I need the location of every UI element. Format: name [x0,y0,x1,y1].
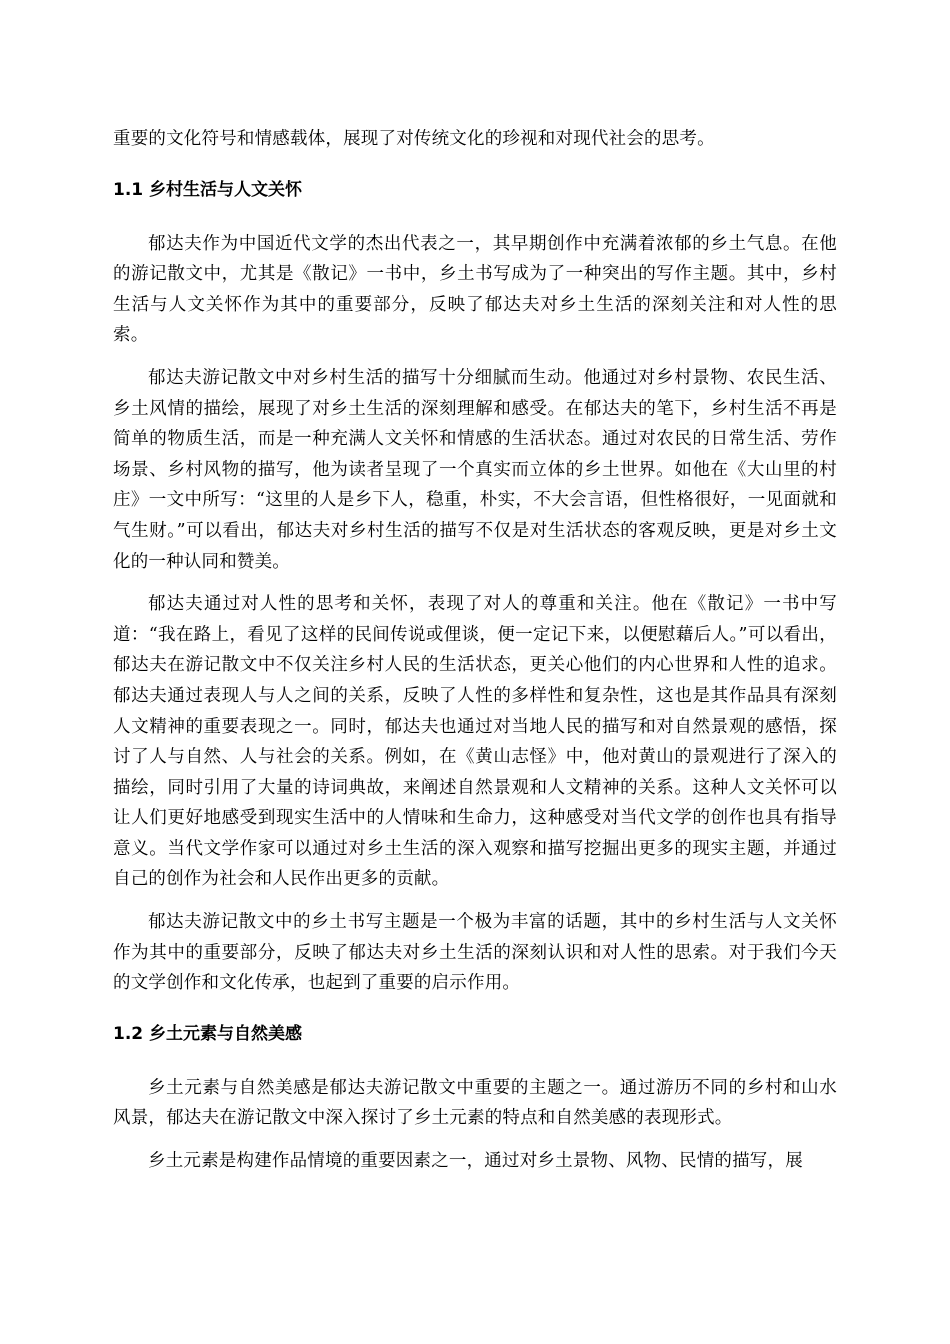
paragraph-1-1-2: 郁达夫游记散文中对乡村生活的描写十分细腻而生动。他通过对乡村景物、农民生活、乡土风情的描绘，展现了对乡土生活的深刻理解和感受。在郁达夫的笔下，乡村生活不再是简单的物质生活，而是一种充满人文关怀和情感的生活状态。通过对农民的日常生活、劳作场景、乡村风物的描写，他为读者呈现了一个真实而立体的乡土世界。如他在《大山里的村庄》一文中所写：“这里的人是乡下人，稳重，朴实，不大会言语，但性格很好，一见面就和气生财。”可以看出，郁达夫对乡村生活的描写不仅是对生活状态的客观反映，更是对乡土文化的一种认同和赞美。 [113,367,837,572]
paragraph-1-2-1: 乡土元素与自然美感是郁达夫游记散文中重要的主题之一。通过游历不同的乡村和山水风景，郁达夫在游记散文中深入探讨了乡土元素的特点和自然美感的表现形式。 [113,1077,837,1129]
paragraph-1-1-3: 郁达夫通过对人性的思考和关怀，表现了对人的尊重和关注。他在《散记》一书中写道：“我在路上，看见了这样的民间传说或俚谈，便一定记下来，以便慰藉后人。”可以看出，郁达夫在游记散文中不仅关注乡村人民的生活状态，更关心他们的内心世界和人性的追求。郁达夫通过表现人与人之间的关系，反映了人性的多样性和复杂性，这也是其作品具有深刻人文精神的重要表现之一。同时，郁达夫也通过对当地人民的描写和对自然景观的感悟，探讨了人与自然、人与社会的关系。例如，在《黄山志怪》中，他对黄山的景观进行了深入的描绘，同时引用了大量的诗词典故，来阐述自然景观和人文精神的关系。这种人文关怀可以让人们更好地感受到现实生活中的人情味和生命力，这种感受对当代文学的创作也具有指导意义。当代文学作家可以通过对乡土生活的深入观察和描写挖掘出更多的现实主题，并通过自己的创作为社会和人民作出更多的贡献。 [113,594,837,890]
section-heading-1-1: 1.1 乡村生活与人文关怀 [113,179,303,200]
section-heading-1-2: 1.2 乡土元素与自然美感 [113,1023,303,1044]
paragraph-1-1-4: 郁达夫游记散文中的乡土书写主题是一个极为丰富的话题，其中的乡村生活与人文关怀作为其中的重要部分，反映了郁达夫对乡土生活的深刻认识和对人性的思索。对于我们今天的文学创作和文化传承，也起到了重要的启示作用。 [113,912,837,994]
paragraph-1-2-2: 乡土元素是构建作品情境的重要因素之一，通过对乡土景物、风物、民情的描写，展 [148,1151,803,1172]
paragraph-1-1-1: 郁达夫作为中国近代文学的杰出代表之一，其早期创作中充满着浓郁的乡土气息。在他的游记散文中，尤其是《散记》一书中，乡土书写成为了一种突出的写作主题。其中，乡村生活与人文关怀作为其中的重要部分，反映了郁达夫对乡土生活的深刻关注和对人性的思索。 [113,233,837,346]
intro-tail-paragraph: 重要的文化符号和情感载体，展现了对传统文化的珍视和对现代社会的思考。 [113,129,715,149]
document-body [113,124,837,1189]
